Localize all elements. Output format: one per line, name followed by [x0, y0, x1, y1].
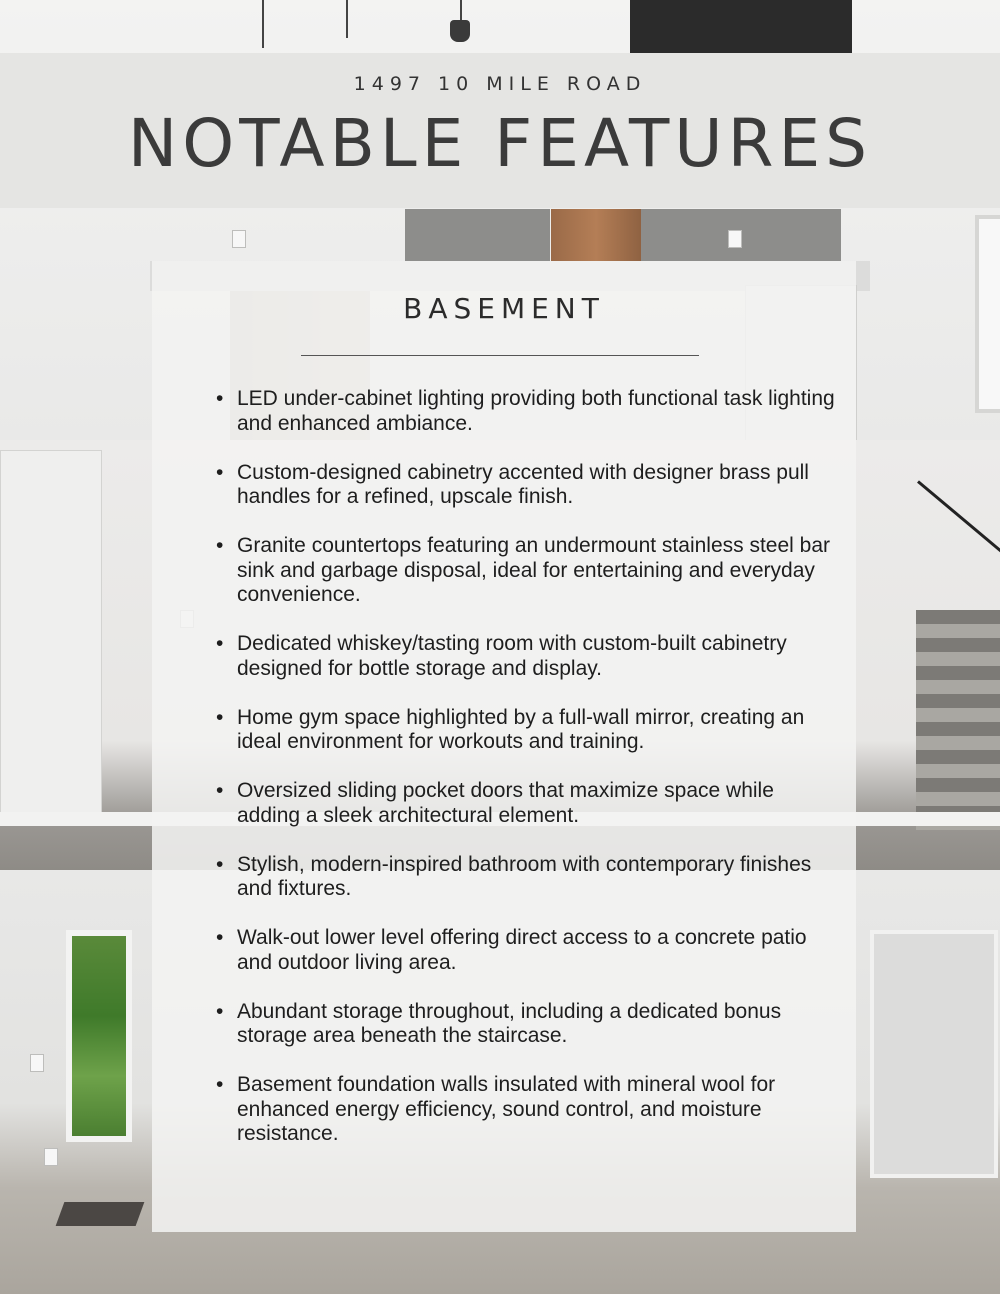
- bullet-icon: •: [216, 779, 224, 802]
- feature-text: LED under-cabinet lighting providing both functional task lighting and enhanced ambiance.: [237, 387, 835, 435]
- bullet-icon: •: [216, 632, 224, 655]
- interior-door: [870, 930, 998, 1178]
- section-divider: [301, 355, 699, 356]
- glass-cabinet: [630, 0, 852, 53]
- switch-icon: [30, 1054, 44, 1072]
- window: [975, 215, 1000, 413]
- outlet-icon: [728, 230, 742, 248]
- pendant-cord: [262, 0, 264, 48]
- list-item: [216, 852, 837, 902]
- feature-text: Granite countertops featuring an undermount stainless steel bar sink and garbage disposal, ideal for entertaining and everyday convenience.: [237, 534, 831, 606]
- feature-text: Stylish, modern-inspired bathroom with contemporary finishes and fixtures.: [237, 852, 812, 900]
- floor-mat: [56, 1202, 145, 1226]
- list-item: [216, 632, 837, 681]
- list-item: [216, 705, 837, 755]
- bullet-icon: •: [216, 534, 224, 557]
- list-item: [216, 534, 837, 608]
- pendant-light-icon: [450, 20, 470, 42]
- bullet-icon: •: [216, 852, 224, 876]
- page-title: NOTABLE FEATURES: [127, 105, 873, 182]
- section-title: BASEMENT: [403, 292, 605, 325]
- list-item: [216, 779, 837, 828]
- feature-text: Home gym space highlighted by a full-wall mirror, creating an ideal environment for workouts and training.: [237, 705, 805, 753]
- feature-text: Oversized sliding pocket doors that maximize space while adding a sleek architectural element.: [237, 779, 774, 827]
- bullet-icon: •: [216, 926, 224, 949]
- handrail: [917, 480, 1000, 553]
- bullet-icon: •: [216, 999, 224, 1023]
- list-item: [216, 926, 837, 975]
- feature-text: Dedicated whiskey/tasting room with custom-built cabinetry designed for bottle storage and display.: [237, 632, 787, 680]
- feature-text: Custom-designed cabinetry accented with designer brass pull handles for a refined, upscale finish.: [237, 460, 809, 508]
- features-card: [152, 261, 856, 1232]
- pendant-cord: [346, 0, 348, 38]
- bullet-icon: •: [216, 460, 224, 484]
- tile-backsplash: [405, 209, 550, 261]
- outlet-icon: [44, 1148, 58, 1166]
- pendant-cord: [460, 0, 462, 22]
- feature-list: [216, 387, 837, 1171]
- list-item: [216, 460, 837, 510]
- wood-accent-wall: [551, 209, 641, 261]
- garden-window: [66, 930, 132, 1142]
- list-item: [216, 387, 837, 436]
- property-address: 1497 10 MILE ROAD: [353, 73, 647, 95]
- feature-text: Walk-out lower level offering direct access to a concrete patio and outdoor living area.: [237, 926, 807, 974]
- staircase: [916, 610, 1000, 830]
- sliding-door: [0, 450, 102, 822]
- list-item: [216, 1073, 837, 1147]
- feature-text: Basement foundation walls insulated with mineral wool for enhanced energy efficiency, sound control, and moisture resistance.: [237, 1073, 776, 1145]
- bullet-icon: •: [216, 1073, 224, 1096]
- bullet-icon: •: [216, 387, 224, 410]
- bullet-icon: •: [216, 705, 224, 729]
- outlet-icon: [232, 230, 246, 248]
- feature-text: Abundant storage throughout, including a dedicated bonus storage area beneath the staircase.: [237, 999, 782, 1047]
- list-item: [216, 999, 837, 1049]
